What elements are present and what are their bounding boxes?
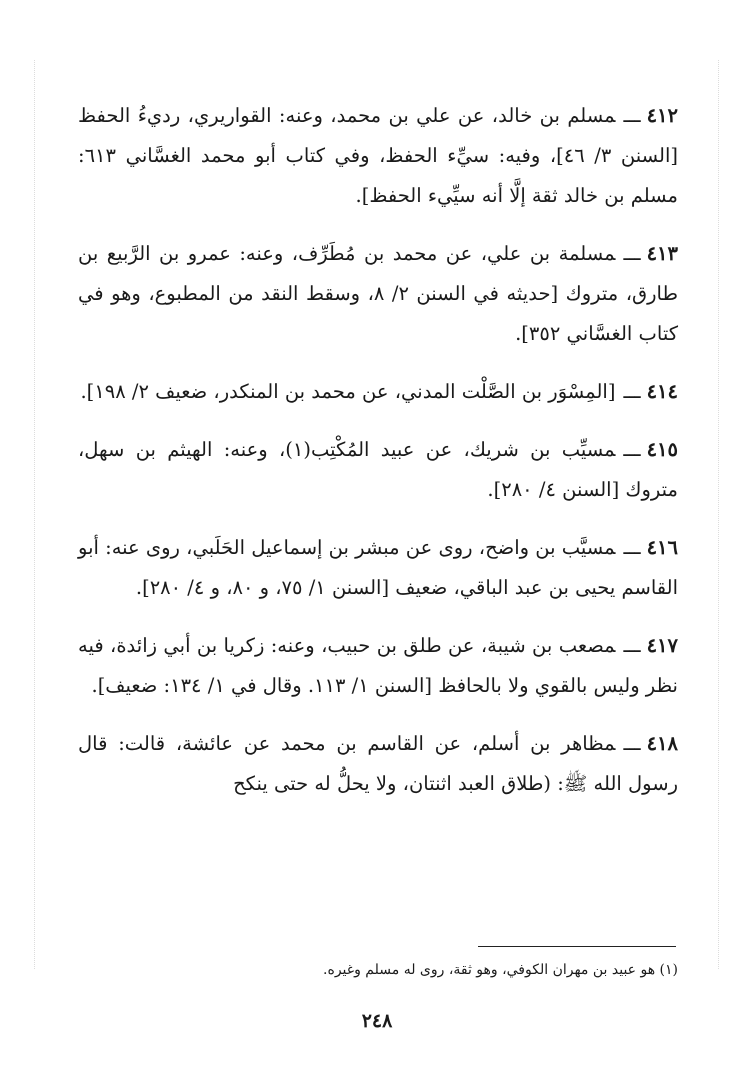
entry-text: مسيِّب بن شريك، عن عبيد المُكْتِب(١)، وعنه: الهيثم بن سهل، متروك [السنن ٤/ ٢٨٠].	[78, 438, 678, 501]
entry-number: ٤١٣	[646, 242, 678, 265]
entry-dash: ـــ	[623, 732, 641, 755]
entry-text: [المِسْوَر بن الصَّلْت المدني، عن محمد بن المنكدر، ضعيف ٢/ ١٩٨].	[80, 380, 616, 403]
entry-text: مسلم بن خالد، عن علي بن محمد، وعنه: القواريري، رديءُ الحفظ [السنن ٣/ ٤٦]، وفيه: سيِّء الحفظ، وفي كتاب أبو محمد الغسَّاني ٦١٣: مسلم بن خالد ثقة إلَّا أنه سيِّيء الحفظ].	[78, 104, 678, 207]
entry-number: ٤١٤	[646, 380, 678, 403]
entry-number: ٤١٦	[646, 536, 678, 559]
entry-text: مسيَّب بن واضح، روى عن مبشر بن إسماعيل الحَلَبي، روى عنه: أبو القاسم يحيى بن عبد الباقي، ضعيف [السنن ١/ ٧٥، و ٨٠، و ٤/ ٢٨٠].	[78, 536, 678, 599]
entry-text: مظاهر بن أسلم، عن القاسم بن محمد عن عائشة، قالت: قال رسول الله ﷺ: (طلاق العبد اثنتان، ولا يحلُّ له حتى ينكح	[78, 732, 678, 795]
entry-text: مصعب بن شيبة، عن طلق بن حبيب، وعنه: زكريا بن أبي زائدة، فيه نظر وليس بالقوي ولا بالحافظ [السنن ١/ ١١٣. وقال في ١/ ١٣٤: ضعيف].	[78, 634, 678, 697]
entry-dash: ـــ	[623, 104, 641, 127]
entry-number: ٤١٥	[646, 438, 678, 461]
entry-418	[78, 724, 678, 804]
page-edge-left	[34, 60, 35, 969]
page-number: ٢٤٨	[361, 1010, 393, 1032]
entry-number: ٤١٧	[646, 634, 678, 657]
entry-number: ٤١٢	[646, 104, 678, 127]
footnote-separator	[478, 946, 676, 947]
entry-412	[78, 96, 678, 216]
entry-416	[78, 528, 678, 608]
entry-414	[78, 372, 678, 412]
footnote: (١) هو عبيد بن مهران الكوفي، وهو ثقة، روى له مسلم وغيره.	[323, 962, 678, 978]
entry-number: ٤١٨	[646, 732, 678, 755]
entry-dash: ـــ	[623, 380, 641, 403]
entry-dash: ـــ	[623, 242, 641, 265]
entry-text: مسلمة بن علي، عن محمد بن مُطَرِّف، وعنه: عمرو بن الرَّبيع بن طارق، متروك [حديثه في السنن ٢/ ٨، وسقط النقد من المطبوع، وهو في كتاب الغسَّاني ٣٥٢].	[78, 242, 679, 345]
main-text	[78, 96, 678, 804]
entry-417	[78, 626, 678, 706]
entry-415	[78, 430, 678, 510]
entry-413	[78, 234, 678, 354]
page-edge-right	[718, 60, 719, 969]
entry-dash: ـــ	[623, 438, 641, 461]
entry-dash: ـــ	[623, 634, 641, 657]
entry-dash: ـــ	[623, 536, 641, 559]
